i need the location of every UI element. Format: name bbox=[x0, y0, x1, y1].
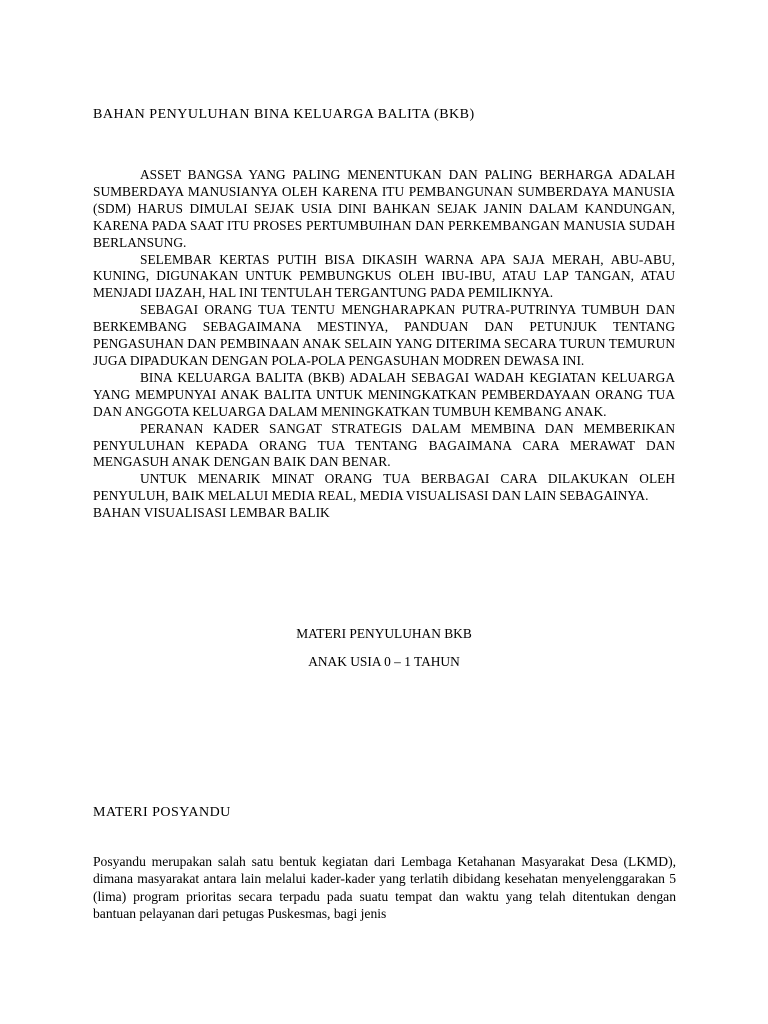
age-line: ANAK USIA 0 – 1 TAHUN bbox=[308, 654, 460, 669]
paragraph-asset-bangsa: ASSET BANGSA YANG PALING MENENTUKAN DAN PALING BERHARGA ADALAH SUMBERDAYA MANUSIANYA OLEH KARENA ITU PEMBANGUNAN SUMBERDAYA MANUSIA (SDM) HARUS DIMULAI SEJAK USIA DINI BAHKAN SEJAK JANIN DALAM KANDUNGAN, KARENA PADA SAAT ITU PROSES PERTUMBUIHAN DAN PERKEMBANGAN MANUSIA SUDAH BERLANSUNG. bbox=[93, 167, 675, 250]
posyandu-section-title: MATERI POSYANDU bbox=[93, 805, 231, 820]
visualization-line: BAHAN VISUALISASI LEMBAR BALIK bbox=[93, 505, 330, 521]
document-title: BAHAN PENYULUHAN BINA KELUARGA BALITA (BKB) bbox=[93, 107, 475, 122]
paragraph-peranan-kader: PERANAN KADER SANGAT STRATEGIS DALAM MEMBINA DAN MEMBERIKAN PENYULUHAN KEPADA ORANG TUA TENTANG BAGAIMANA CARA MERAWAT DAN MENGASUH ANAK DENGAN BAIK DAN BENAR. bbox=[93, 420, 675, 470]
paragraph-bkb: BINA KELUARGA BALITA (BKB) ADALAH SEBAGAI WADAH KEGIATAN KELUARGA YANG MEMPUNYAI ANAK BALITA UNTUK MENINGKATKAN PEMBERDAYAAN ORANG TUA DAN ANGGOTA KELUARGA DALAM MENINGKATKAN TUMBUH KEMBANG ANAK. bbox=[93, 369, 675, 419]
paragraph-orang-tua: SEBAGAI ORANG TUA TENTU MENGHARAPKAN PUTRA-PUTRINYA TUMBUH DAN BERKEMBANG SEBAGAIMANA MESTINYA, PANDUAN DAN PETUNJUK TENTANG PENGASUHAN DAN PEMBINAAN ANAK SELAIN YANG DITERIMA SECARA TURUN TEMURUN JUGA DIPADUKAN DENGAN POLA-POLA PENGASUHAN MODREN DEWASA INI. bbox=[93, 302, 675, 368]
paragraph-kertas-putih: SELEMBAR KERTAS PUTIH BISA DIKASIH WARNA APA SAJA MERAH, ABU-ABU, KUNING, DIGUNAKAN UNTUK PEMBUNGKUS OLEH IBU-IBU, ATAU LAP TANGAN, ATAU MENJADI IJAZAH, HAL INI TENTULAH TERGANTUNG PADA PEMILIKNYA. bbox=[93, 251, 675, 301]
main-body bbox=[93, 167, 675, 522]
material-title: MATERI PENYULUHAN BKB bbox=[296, 626, 472, 641]
posyandu-paragraph: Posyandu merupakan salah satu bentuk kegiatan dari Lembaga Ketahanan Masyarakat Desa (LKMD), dimana masyarakat antara lain melalui kader-kader yang terlatih dibidang kesehatan menyelenggarakan 5 (lima) program prioritas secara terpadu pada suatu tempat dan waktu yang telah ditentukan dengan bantuan pelayanan dari petugas Puskesmas, bagi jenis bbox=[93, 854, 676, 922]
paragraph-menarik-minat: UNTUK MENARIK MINAT ORANG TUA BERBAGAI CARA DILAKUKAN OLEH PENYULUH, BAIK MELALUI MEDIA REAL, MEDIA VISUALISASI DAN LAIN SEBAGAINYA. bbox=[93, 471, 675, 504]
